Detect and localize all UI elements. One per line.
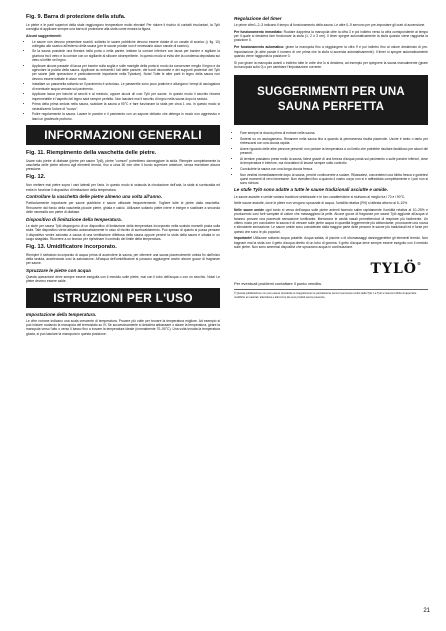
- tylo-logo: [234, 261, 422, 277]
- registered-mark: ®: [417, 261, 422, 267]
- tip-item: • Sedersi su un asciugamano. Rimanere nella sauna fino a quando la permanenza risulta piacevole. Uscire è tanto o tanto per rinfrescarsi con una doccia rapida.: [240, 137, 428, 146]
- left-column: [26, 14, 220, 339]
- sauna-styles-heading: Le stufe Tylö sono adatte a tutte le saune tradizionali asciutte e umide.: [234, 187, 389, 193]
- advice-item: • Pulire regolarmente la sauna. Lavare le panche e il pavimento con un sapone delicato che detergа in modo non aggressivo e lasci un gradevole profumo.: [32, 112, 220, 121]
- advice-item: • Installare un passerella soltanto se il pavimento è scivoloso. Le passerelle sono poco pratiche e allungano i tempi di asciugatura di eventuale acqua versata sul pavimento.: [32, 82, 220, 91]
- temperature-heading: Impostazione della temperatura.: [26, 311, 97, 317]
- humid-sauna-text: ogni tanto si versa dell'acqua sulle pietre ardenti facendo salire rapidamente l'umidità relativa al 10–25% e producendo così forti vampate di calore che massaggiano la pelle. Alcune gocce di fragranze per saune Tylö aggiunte all'acqua vi faranno provare una piacevole sensazione tonificante, liberanone le cavità nasali permettendovi di respirare più facilmente. Un ottimo modo per concludere la sauna è di versare sulle pietre acqua in quantità leggermente più abbondante, provocante una nuova e stimolante sensazione. Le saune umide sono considerate dalla maggior parte delle persone le saune più tradizionali ed è forse per questo che sono le più popolari.: [234, 208, 429, 234]
- banner-general-info: INFORMAZIONI GENERALI: [26, 125, 220, 145]
- copyright-notice: © Questa pubblicazione non può essere riprodotta nè integralmente nè parzialmente senza il permesso scritto della Tylö. La Tylö si riserva il diritto di apportare modifiche ai materiali, alla fattura e alle forme dei suoi prodotti senza preavviso.: [234, 292, 417, 299]
- fig9-heading: Fig. 9. Barra di protezione della stufa.: [26, 14, 126, 20]
- tip-item: • Avere riguardo delle altre persone presenti: non portare la temperatura a un livello che potrebbe risultare fastidioso per alcuni dei presenti.: [240, 147, 428, 156]
- immediate-operation-paragraph: [234, 30, 428, 43]
- automatic-operation-label: Per funzionamento automatico:: [234, 45, 285, 50]
- banner-sauna-tips: SUGGERIMENTI PER UNA SAUNA PERFETTA: [234, 75, 428, 125]
- temperature-paragraph: Le cifre romane indicano una scala crescente di temperatura. Provare più volte per trovare la temperatura migliore. Ad esempio si può iniziare ruotando la manopola del termostato su IV. Se successivamente si desidera abbassare o alzare la temperatura, girare la manopola verso l'alto o verso il basso fino a trovare la temperatura ideale (normalmente 70–90°C). Una volta trovata la temperatura giusta, si può lasciare la manopola in questa posizione.: [26, 318, 220, 336]
- sprinkle-heading: Spruzzare le pietre con acqua: [26, 268, 91, 274]
- advice-item: • Prima della prima seduta nella sauna, scaldare la sauna a 90°C e fare funzionare la stufa per circa 1 ora. In questo modo si neutralizzerà l'odore di "nuovo".: [32, 102, 220, 111]
- advice-heading: Alcuni suggerimenti:: [26, 34, 62, 39]
- tip-item: • Fare sempre la doccia prima di entrare nella sauna.: [240, 131, 428, 135]
- logo-text: TYLÖ: [370, 261, 417, 278]
- dry-sauna-paragraph: Nelle saune asciutte, dove le pietre non vengono spruzzate di acqua, l'umidità relativa (RH) si attesta attorno al 5–10%.: [234, 201, 408, 206]
- advice-item: • Le saune non devono presentare scaridi, soltanto le saune pubbliche devono essere dotate di un canale di scarico (i, fig. 10) collegato allo scarico all'esterno della sauna (per le saune private non è necessario alcun canale di scarico).: [32, 40, 220, 49]
- tip-item: • Al termine possiamo prese mollo la sauna, fatevi grazie di una brezza d'acqua posta sul pavimento o sulle panche inferiori, dove la temperatura è inferiore, ma ricordatevi di lavarvi sempre sotto controllo.: [240, 157, 428, 166]
- fig9-paragraph: Le pietre e le parti superiori della stufa raggiungono temperature molto elevate! Per ridurre il rischio di contatti involontari, la Tylö consiglia di applicare sempre una barra di protezione alla stufa come mostra la figura.: [26, 23, 220, 32]
- contact-note: Per eventuali problemi contattare il punto vendita.: [234, 281, 322, 287]
- important-text: Utilizzare soltanto acqua potabile. Acqua salata, di piscine o di idromassaggi danneggerebbe gli elementi termici. Non bagnare mai la stufa con il getto d'acqua diretto di un tubo di gomma. Il getto d'acqua deve sempre essere eseguito con il mestolo sulle pietre. Non sono ammessi dispositivi che spruzzano acqua in continuazione.: [234, 236, 428, 250]
- tip-item: • Non vestirsi immediatamente dopo la sauna, perché continuerete a sudare. Rilassatevi, concedetevi una bibita fresca e godetevi quest momenti di vero benessere. Non rivestitevi fino a quando il vostro corpo non si è raffreddato completamente e i pori non si sono richiusi.: [240, 173, 428, 186]
- right-column: [234, 14, 428, 299]
- important-paragraph: [234, 236, 428, 249]
- humid-sauna-paragraph: [234, 208, 428, 234]
- tips-list: [234, 131, 428, 185]
- advice-list: [26, 40, 220, 121]
- important-label: Importante!: [234, 236, 253, 241]
- limiter-paragraph: Le stufe per sauna Tylö dispongono di un dispositivo di limitazione della temperatura incorporato nella scatola morsetti posta sulla stufa. Tale dispositivo viene attivato automaticamente in caso di rischio di surriscaldamento. Può spesso di quanto si possa pensare il dispositivo venire azionato a causa di una ventilazione difettosa della sauna oppure perché la stufa della sauna è situata in un luogo sbagliato. Ricorrere a un tecnico per ripristinare il controllo del limite della temperatura.: [26, 223, 220, 241]
- timer-paragraph: Le prime cifre1–2–3 indicano il tempo di funzionamento della sauna. Le altre 0–9 servono per pre-impostare gli orari di accensione.: [234, 23, 426, 28]
- fig13-heading: Fig. 13. Umidificatore incorporato.: [26, 243, 117, 250]
- automatic-operation-paragraph: [234, 45, 428, 58]
- tip-item: • Concludete la sauna con una lunga doccia fresca.: [240, 167, 428, 171]
- advice-item: • Se la sauna possiede una finestra nella porta o nella parete, trattare la cornice inferiore con lacca per barche e sigillare la giuntura tra il vetro e la cornice con un sigillante al silicone idrorepellente. In questo modo si evita che la condensa depositata sul vetro si infiltri nel legno.: [32, 49, 220, 62]
- control-heading: Controllare la vaschetta delle pietre almeno una volta all'anno.: [26, 194, 163, 200]
- fig11-paragraph: Usare solo pietre di diabase (pietre per saune Tylö), pietre "comuni" potrebbero danneggiare la stufa. Riempire completamente la vaschetta delle pietre attorno agli elementi termici, fino a circa 50 mm oltre il bordo superiore anteriore, senza esercitare alcuna pressione.: [26, 158, 220, 172]
- divider: [234, 289, 428, 290]
- timer-paragraph-2: Si può girare la manopola avanti o indietro tutte le volte che lo si desidera, ad esempio per spegnere la sauna manualmente (girare la manopola sullo 0) o per cambiare l'impostazione corrente.: [234, 60, 428, 69]
- page-number: 21: [423, 608, 430, 614]
- immediate-operation-label: Per funzionamento immediato:: [234, 29, 283, 34]
- immediate-operation-text: Ruotare dapprima la manopola oltre la cifra 3 e poi indietro verso la cifra corrispondente al tempo per il quale si desidera fare funzionare la stufa (1, 2 o 3 ore). Il timer spegne automaticamente la stufa quando viene raggiunta la posizione 0.: [234, 29, 428, 43]
- sprinkle-paragraph: Questa operazione deve sempre essere eseguita con il mestolo sulle pietre, mai con il tubo dell'acqua o con un secchio. Nota! Le pietre devono essere calde.: [26, 275, 220, 284]
- control-paragraph: Particolarmente importante per saune pubbliche e saune utilizzate frequentemente. Togliere tutte le pietre dalla vaschetta. Rimuovere dal fondo della vaschetta piccole pietre, ghiaia e calcio. Utilizzare soltanto pietre intere e integre e sostituire a seconda delle necessità con pietre di diabase.: [26, 201, 220, 215]
- limiter-heading: Dispositivo di limitazione della temperatura.: [26, 216, 122, 222]
- fig13-paragraph: Riempire il serbatoio incorporato di acqua prima di accendere la sauna, per ottenere una sauna piacevolmente umida fin dall'inizio della seduta, accelerando così la saturazione. All'acqua dell'umidificatore si possono aggiungere anche alcune gocce di fragranze per saune.: [26, 252, 220, 266]
- advice-item: • Applicare alcune passate di lacca per barche sulla soglia e sulle maniglie della porta in modo da conservare meglio il legno e da agevolare la pulizia della sauna. Applicare su entrambi i lati delle panche, dei bordi decorativi e dei supporti posteriori del Tylö per saune (tale operazione è particolarmente importante nella Tylarium). Nota! Tutte le altre parti in legno della sauna non devono essere trattate in alcun modo.: [32, 64, 220, 81]
- fig11-heading: Fig. 11. Riempimento della vaschetta delle pietre.: [26, 149, 157, 156]
- timer-heading: Regolazione del timer: [234, 16, 282, 21]
- sauna-styles-paragraph: Le saune asciutte e umide variano tradizioni sintetizzate e le loro caratteristiche si stufsano al meglio tra i 70 e i 90°C.: [234, 194, 406, 199]
- automatic-operation-text: girare la manopola fino a raggiungere la cifra 9 e poi indietro fino al valore desiderato di pre-impostazione (in altre parole il numero di ore prima che la stufa si accenda automaticamente). Il timer si spegne automaticamente quando viene raggiunta la posizione 0.: [234, 45, 429, 58]
- banner-usage-instructions: ISTRUZIONI PER L'USO: [26, 288, 220, 308]
- fig12-heading: Fig. 12.: [26, 174, 46, 181]
- fig12-paragraph: Non mettere mai pietre sopra i vani laterali per l'aria. In questo modo si ostacola la circolazione dell'aria, la stufa si surriscalda ed entra in funzione il dispositivo di limitazione della temperatura.: [26, 183, 220, 192]
- advice-item: • Applicare lacca per barche ai secchi e al mestolo, oppure alcuni oli così Tylö per saune. In questo modo il secchio rimarrà impermeabile e l'aspetto del legno sarà sempre perfetto. Non lasciare mai il secchio di legno nella sauna dopo la seduta.: [32, 92, 220, 101]
- humid-sauna-label: Nelle saune umide: [234, 208, 265, 213]
